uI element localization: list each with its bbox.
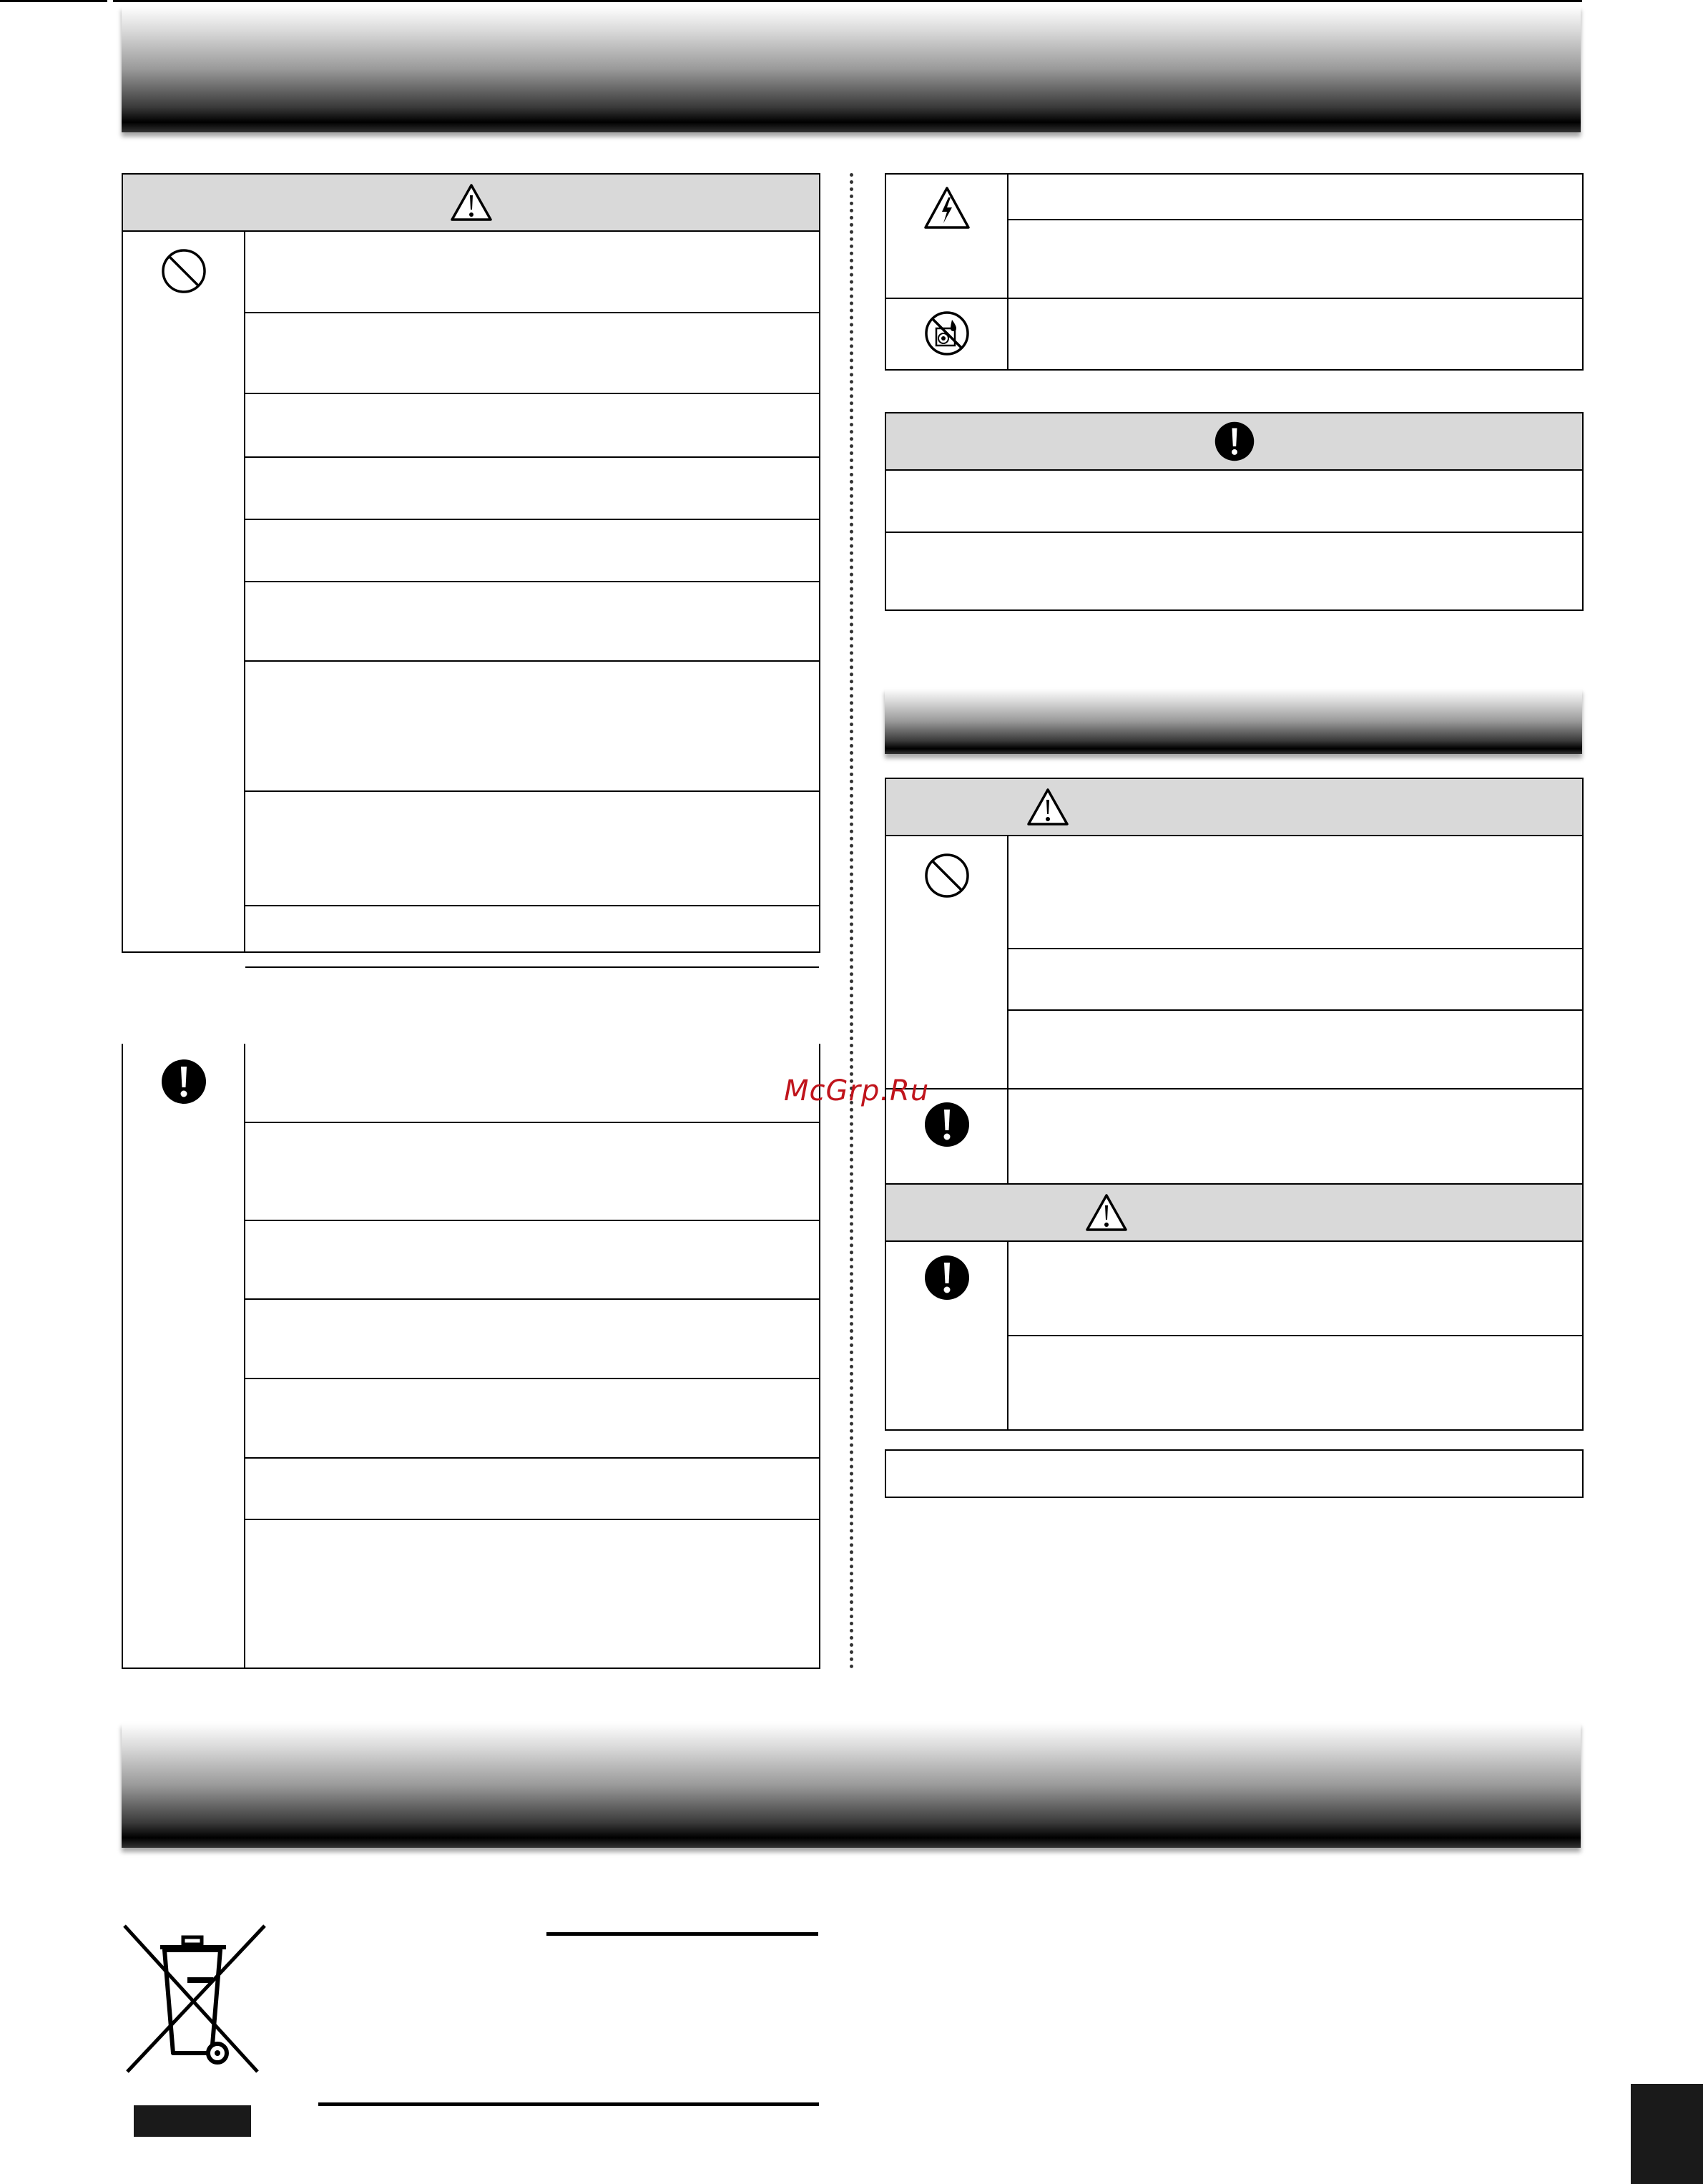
- mandatory-exclamation-icon: [1214, 421, 1255, 462]
- top-rule-gap: [107, 0, 113, 2]
- warning-header: [123, 175, 819, 232]
- section-banner-top: [122, 6, 1581, 132]
- prohibited-icon: [923, 852, 971, 899]
- row-divider: [245, 660, 819, 662]
- warning-table-left: [122, 173, 820, 953]
- column-separator: [850, 173, 853, 1670]
- row-divider: [245, 905, 819, 906]
- row-divider: [886, 532, 1582, 533]
- prohibited-icon: [160, 248, 207, 295]
- mandatory-table-right: [885, 412, 1584, 611]
- row-divider: [245, 1378, 819, 1379]
- group-divider: [886, 298, 1582, 299]
- prohibited-icon-cell: [159, 246, 209, 296]
- crossed-out-bin-icon: [119, 1923, 269, 2077]
- top-rule: [0, 0, 1582, 2]
- row-divider: [1008, 948, 1582, 949]
- note-box: [885, 1449, 1584, 1498]
- row-divider: [245, 1220, 819, 1221]
- row-divider: [245, 1298, 819, 1300]
- row-divider: [245, 1122, 819, 1123]
- watermark: McGrp.Ru: [784, 1074, 930, 1107]
- electric-shock-icon: [923, 186, 971, 230]
- warning-triangle-icon: [1085, 1193, 1128, 1232]
- mandatory-table-left: [122, 1044, 820, 1669]
- prohibited-icon-cell: [922, 851, 972, 901]
- mandatory-icon-cell: [922, 1253, 972, 1303]
- hazard-table-right: [885, 173, 1584, 371]
- no-water-icon: [923, 310, 971, 357]
- section-banner-right: [885, 688, 1582, 754]
- weee-symbol: [119, 1923, 269, 2077]
- rule-line: [546, 1932, 818, 1936]
- electric-shock-icon-cell: [922, 183, 972, 233]
- mandatory-header: [886, 413, 1582, 471]
- caution-header: [886, 1185, 1582, 1242]
- warning-table-right: [885, 778, 1584, 1431]
- row-divider: [245, 1457, 819, 1459]
- no-water-icon-cell: [922, 308, 972, 358]
- row-divider: [1008, 1009, 1582, 1011]
- warning-header: [886, 779, 1582, 836]
- row-divider: [1008, 1335, 1582, 1336]
- row-divider: [1008, 219, 1582, 220]
- mandatory-icon-cell: [922, 1100, 972, 1150]
- row-divider: [245, 790, 819, 792]
- row-divider: [245, 456, 819, 458]
- row-divider: [245, 393, 819, 394]
- row-divider: [245, 312, 819, 313]
- row-divider: [245, 519, 819, 520]
- mandatory-exclamation-icon: [923, 1254, 971, 1301]
- group-divider: [886, 1088, 1582, 1089]
- mandatory-exclamation-icon: [160, 1058, 207, 1105]
- warning-triangle-icon: [450, 183, 493, 222]
- icon-column: [123, 232, 245, 951]
- rule-line: [318, 2102, 819, 2106]
- row-divider: [245, 1519, 819, 1520]
- icon-column: [123, 1044, 245, 1668]
- weee-label-bar: [134, 2105, 251, 2137]
- page-corner-tab: [1631, 2084, 1703, 2184]
- warning-triangle-icon: [1026, 788, 1069, 826]
- mandatory-icon-cell: [159, 1057, 209, 1107]
- mandatory-exclamation-icon: [923, 1101, 971, 1148]
- section-banner-bottom: [122, 1723, 1581, 1848]
- row-divider: [245, 581, 819, 582]
- row-divider: [245, 966, 819, 968]
